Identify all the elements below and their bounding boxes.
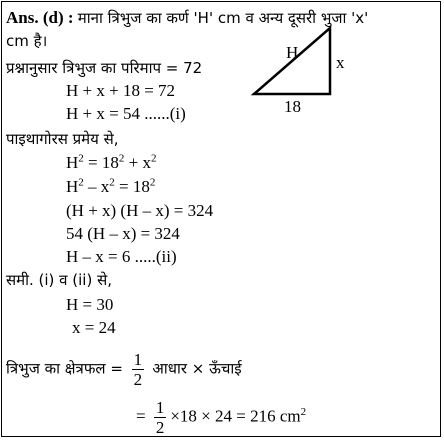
- final-calculation: = $\frac{1}{2}$ ×18 × 24 = 216 $cm^2$: [136, 398, 307, 437]
- equation-5: (H + x) (H – x) = 324: [66, 201, 214, 220]
- final-fraction: $\frac{1}{2}$: [155, 398, 165, 437]
- equation-3: $H^2 = 18^2 + x^2$: [66, 152, 157, 172]
- base-label: 18: [284, 97, 301, 114]
- pythagoras-text: पाइथागोरस प्रमेय से,: [6, 130, 119, 148]
- equation-4: $H^2 - x^2 = 18^2$: [66, 176, 156, 196]
- equation-2: H + x = 54 ......(i): [66, 104, 186, 123]
- result-x: x = 24: [72, 318, 116, 337]
- equation-1: H + x + 18 = 72: [66, 81, 176, 100]
- intro-text-1: माना त्रिभुज का कर्ण 'H' cm व अन्य दूसरी भुजा 'x': [77, 9, 369, 27]
- area-text: त्रिभुज का क्षेत्रफल =: [6, 359, 128, 378]
- answer-label: Ans. (d) :: [6, 8, 74, 27]
- side-label: x: [336, 53, 345, 72]
- area-formula-line: [6, 350, 242, 389]
- equation-7: H – x = 6 .....(ii): [66, 247, 177, 266]
- hypotenuse-label: H: [286, 43, 299, 62]
- right-triangle-figure: [248, 24, 358, 114]
- area-fraction: $\frac{1}{2}$: [133, 350, 143, 389]
- combine-text: समी. (i) व (ii) से,: [6, 271, 112, 289]
- area-formula: आधार × ऊँचाई: [152, 359, 242, 378]
- perimeter-text: प्रश्नानुसार त्रिभुज का परिमाप = 72: [6, 59, 203, 77]
- intro-text-2: cm है।: [6, 32, 48, 50]
- equation-6: 54 (H – x) = 324: [66, 224, 180, 243]
- result-h: H = 30: [66, 295, 114, 314]
